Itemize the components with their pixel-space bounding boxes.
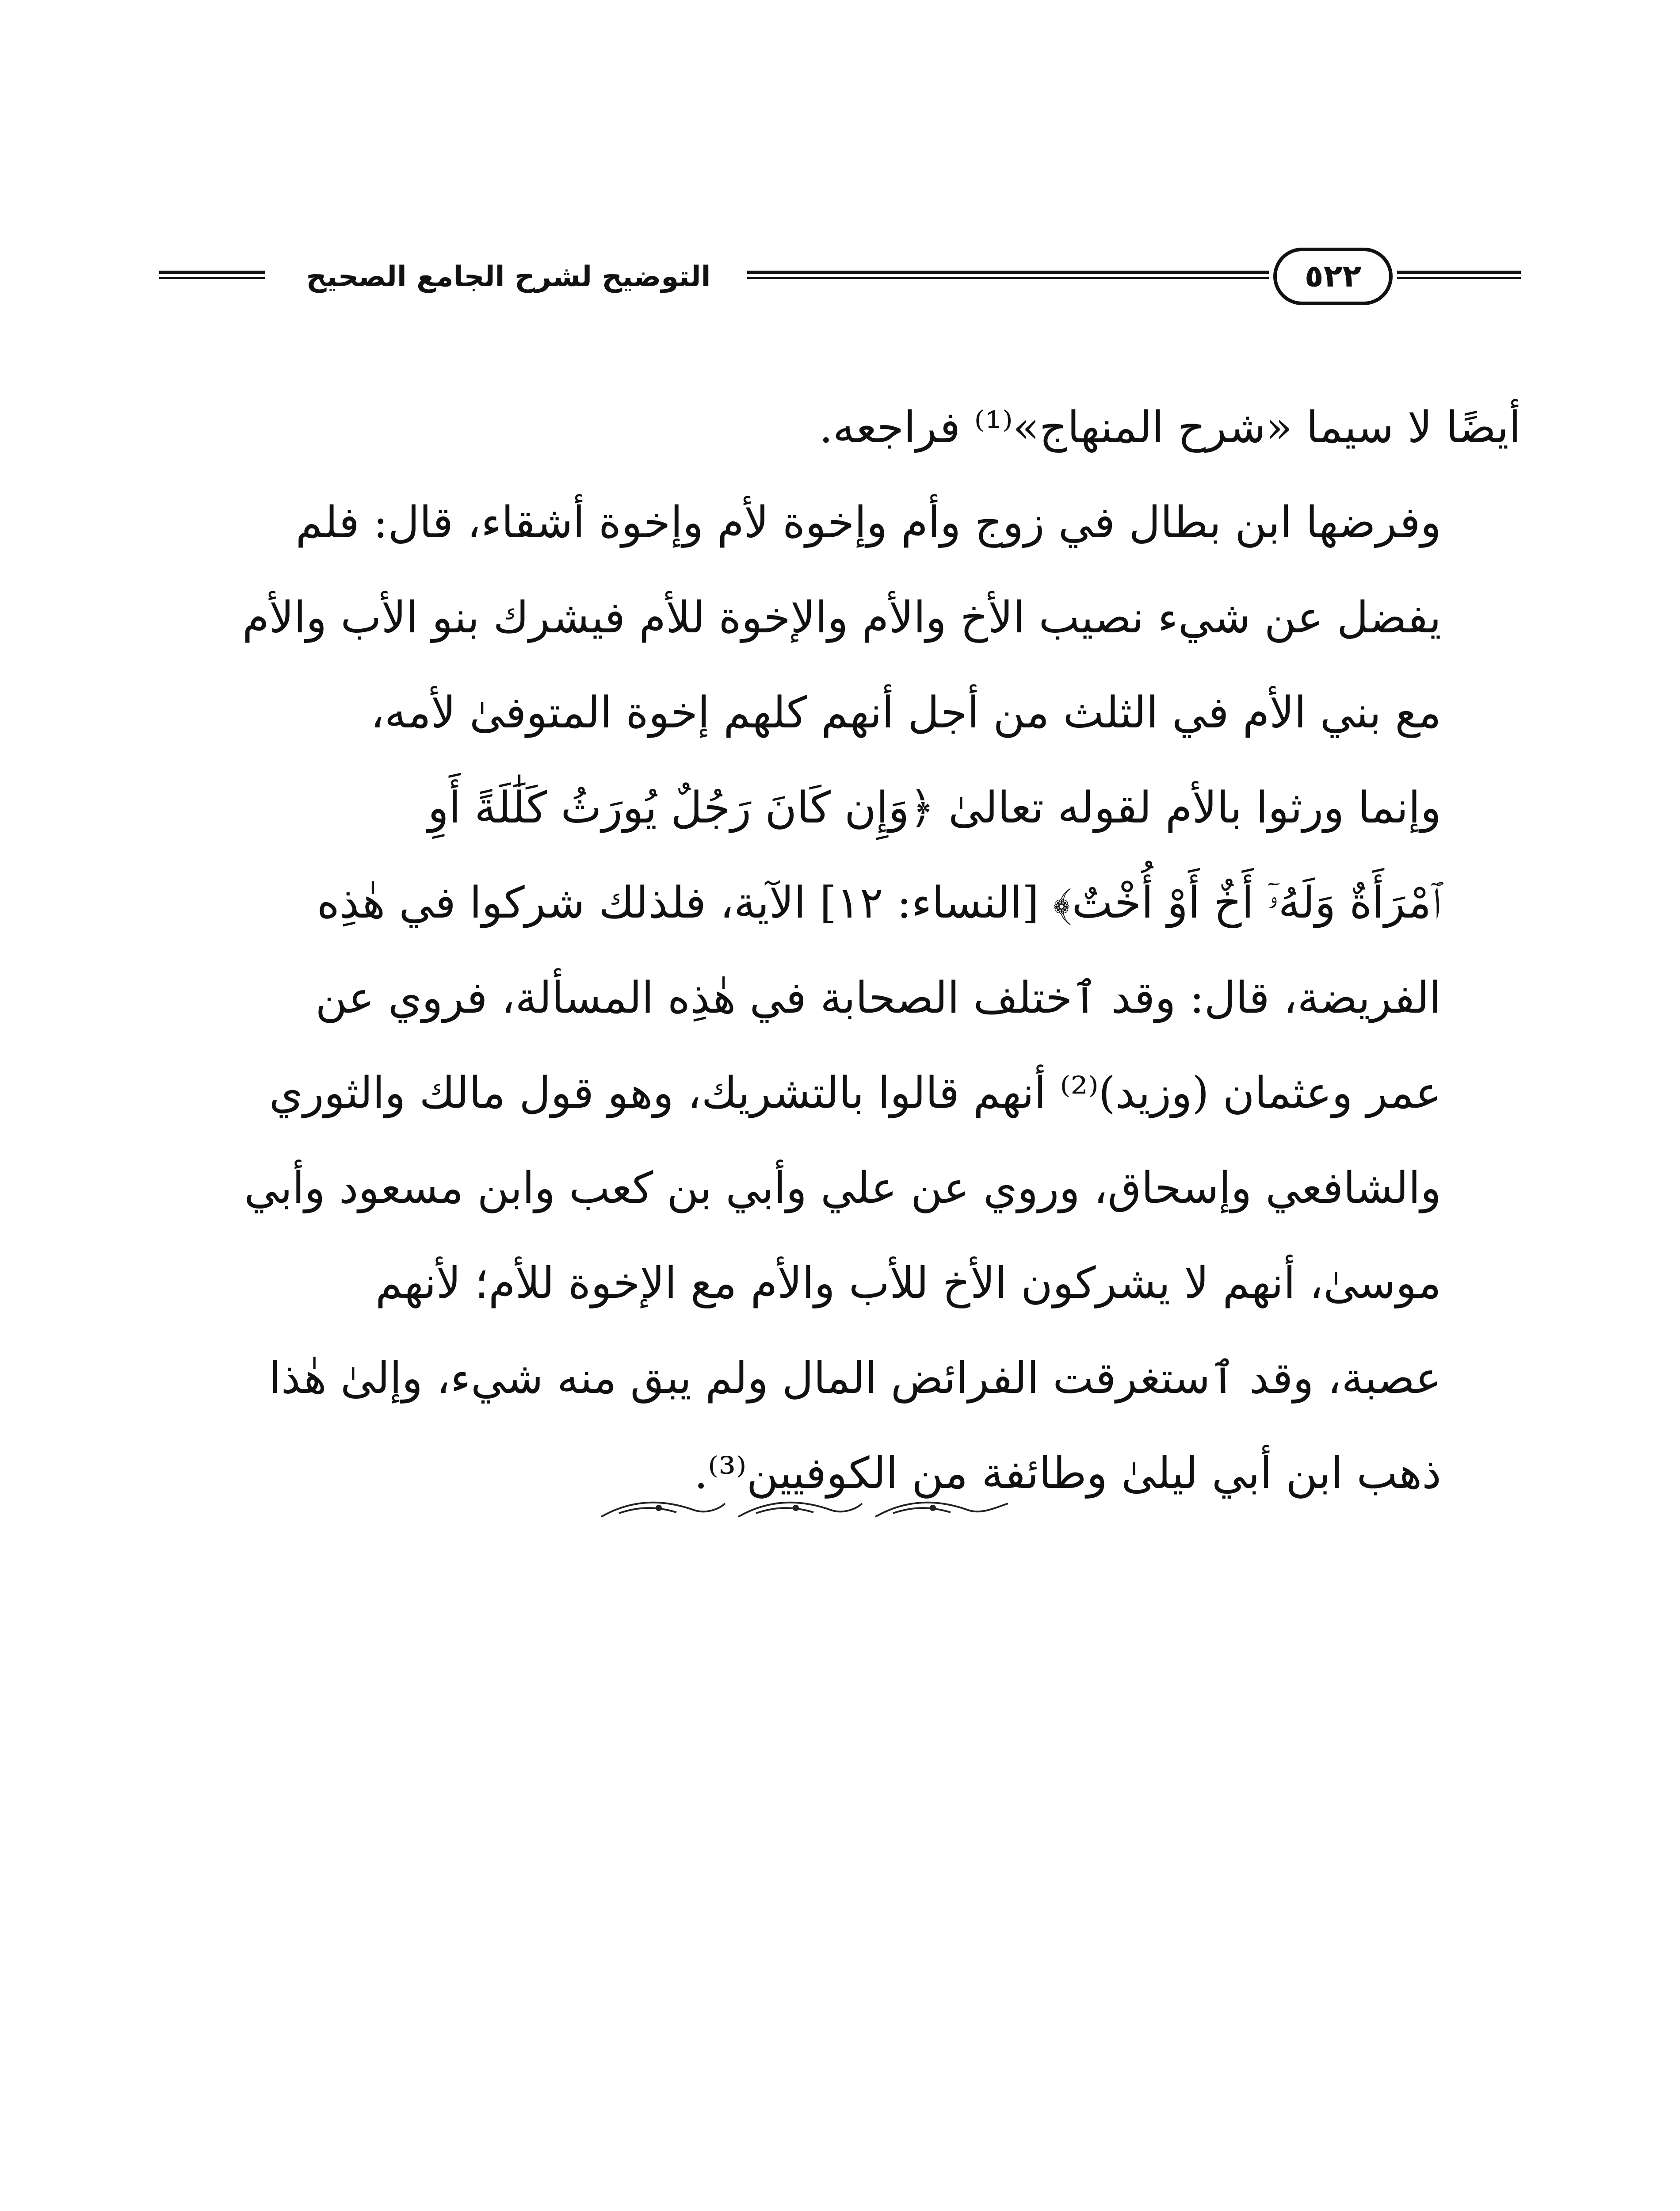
text-line: يفضل عن شيء نصيب الأخ والأم والإخوة للأم فيشرك بنو الأب والأم [242, 593, 1441, 643]
header-rule-left [159, 271, 265, 279]
text-line: عصبة، وقد ٱستغرقت الفرائض المال ولم يبق منه شيء، وإلىٰ هٰذا [269, 1353, 1441, 1404]
header-rule-middle [747, 271, 1269, 279]
page-header [159, 248, 1521, 310]
main-text [159, 380, 1521, 1521]
text-line: الفريضة، قال: وقد ٱختلف الصحابة في هٰذِه المسألة، فروي عن [315, 973, 1441, 1023]
page-number: ٥٢٢ [1273, 248, 1393, 305]
text-line: ذهب ابن أبي ليلىٰ وطائفة من الكوفيين⁽³⁾. [694, 1448, 1441, 1499]
text-line: وإنما ورثوا بالأم لقوله تعالىٰ ﴿وَإِن كَانَ رَجُلٌ يُورَثُ كَلَٰلَةً أَوِ [428, 783, 1441, 833]
paragraph-1 [159, 380, 1521, 475]
running-title: التوضيح لشرح الجامع الصحيح [306, 260, 711, 293]
text-line: ٱمْرَأَةٌ وَلَهُۥٓ أَخٌ أَوْ أُخْتٌ﴾ [النساء: ١٢] الآية، فلذلك شركوا في هٰذِه [317, 878, 1441, 928]
paragraph-2 [159, 475, 1521, 1521]
text-line: أيضًا لا سيما «شرح المنهاج»⁽¹⁾ فراجعه. [819, 402, 1521, 453]
text-line: وفرضها ابن بطال في زوج وأم وإخوة لأم وإخوة أشقاء، قال: فلم [295, 497, 1441, 548]
text-line: مع بني الأم في الثلث من أجل أنهم كلهم إخوة المتوفىٰ لأمه، [370, 688, 1441, 738]
header-rule-right [1397, 271, 1521, 279]
section-end-ornament [592, 1490, 1017, 1526]
text-line: موسىٰ، أنهم لا يشركون الأخ للأب والأم مع الإخوة للأم؛ لأنهم [375, 1258, 1441, 1308]
text-line: والشافعي وإسحاق، وروي عن علي وأبي بن كعب وابن مسعود وأبي [244, 1163, 1441, 1213]
text-line: عمر وعثمان (وزيد)⁽²⁾ أنهم قالوا بالتشريك، وهو قول مالك والثوري [269, 1068, 1441, 1118]
